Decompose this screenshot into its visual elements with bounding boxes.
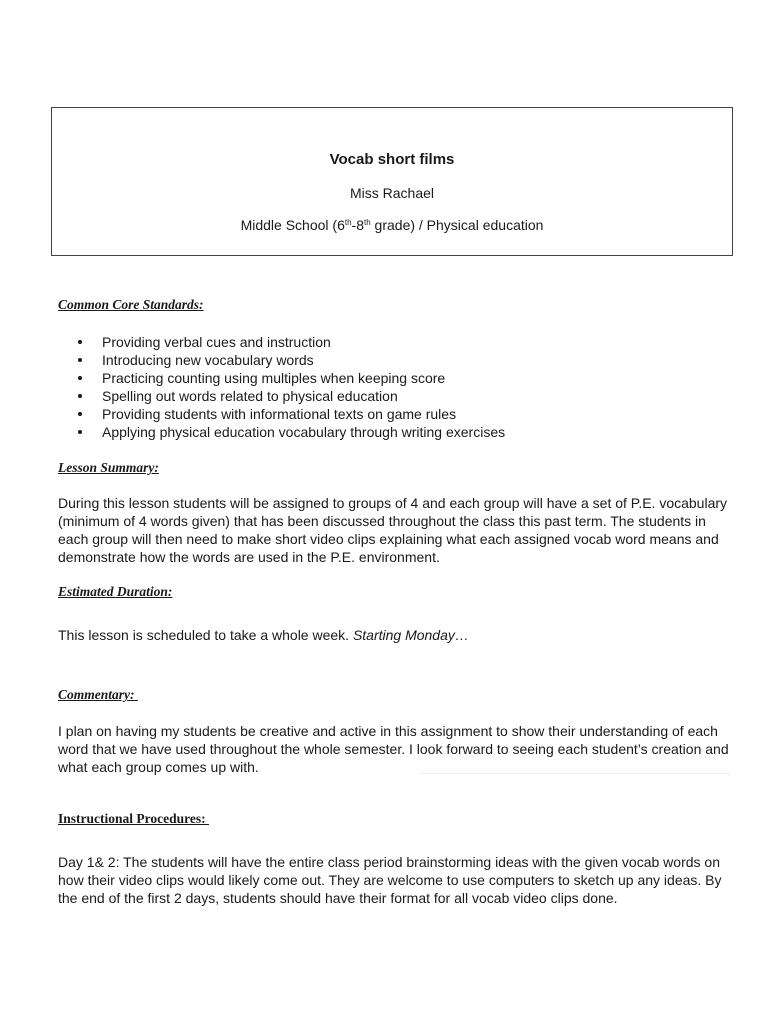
list-item [78, 333, 505, 351]
list-item-text: Spelling out words related to physical education [102, 388, 398, 404]
list-item [78, 405, 505, 423]
list-item [78, 351, 505, 369]
grade-suffix: grade) / Physical education [370, 217, 544, 233]
list-item-text: Introducing new vocabulary words [102, 352, 314, 368]
bullet-icon [78, 394, 82, 398]
grade-subject [52, 217, 732, 233]
bullet-icon [78, 412, 82, 416]
standards-heading: Common Core Standards: [58, 297, 204, 312]
commentary-text: I plan on having my students be creative and active in this assignment to show their understanding of each word that we have used throughout the whole semester. I look forward to seeing each student’s creation and what each group comes up with. [58, 723, 729, 775]
duration-text-italic: Starting Monday… [352, 627, 469, 643]
bullet-icon [78, 358, 82, 362]
teacher-name: Miss Rachael [349, 185, 435, 201]
document-title: Vocab short films [329, 151, 455, 168]
list-item-text: Practicing counting using multiples when keeping score [102, 370, 446, 386]
list-item-text: Applying physical education vocabulary through writing exercises [102, 424, 506, 440]
procedures-text: Day 1& 2: The students will have the entire class period brainstorming ideas with the given vocab words on how their video clips would likely come out. They are welcome to use computers to sketch up any ideas. By the end of the first 2 days, students should have their format for all vocab video clips done. [58, 854, 722, 906]
procedures-heading: Instructional Procedures: [58, 811, 209, 826]
grade-prefix: Middle School (6 [240, 217, 345, 233]
standards-list [78, 333, 505, 441]
list-item-text: Providing verbal cues and instruction [102, 334, 331, 350]
bullet-icon [78, 430, 82, 434]
grade-sup-1: th [344, 218, 352, 227]
duration-heading: Estimated Duration: [58, 584, 173, 599]
divider [420, 773, 730, 774]
list-item [78, 387, 505, 405]
grade-mid: -8 [351, 217, 364, 233]
duration-text [58, 626, 738, 644]
title-box [51, 107, 733, 256]
grade-sup-2: th [363, 218, 371, 227]
commentary-heading: Commentary: [58, 687, 138, 702]
summary-heading: Lesson Summary: [58, 460, 159, 475]
bullet-icon [78, 340, 82, 344]
list-item [78, 423, 505, 441]
bullet-icon [78, 376, 82, 380]
summary-text: During this lesson students will be assigned to groups of 4 and each group will have a set of P.E. vocabulary (minimum of 4 words given) that has been discussed throughout the class this past term. The students in each group will then need to make short video clips explaining what each assigned vocab word means and demonstrate how the words are used in the P.E. environment. [58, 495, 728, 565]
duration-text-main: This lesson is scheduled to take a whole week. [58, 627, 353, 643]
list-item-text: Providing students with informational texts on game rules [102, 406, 457, 422]
list-item [78, 369, 505, 387]
